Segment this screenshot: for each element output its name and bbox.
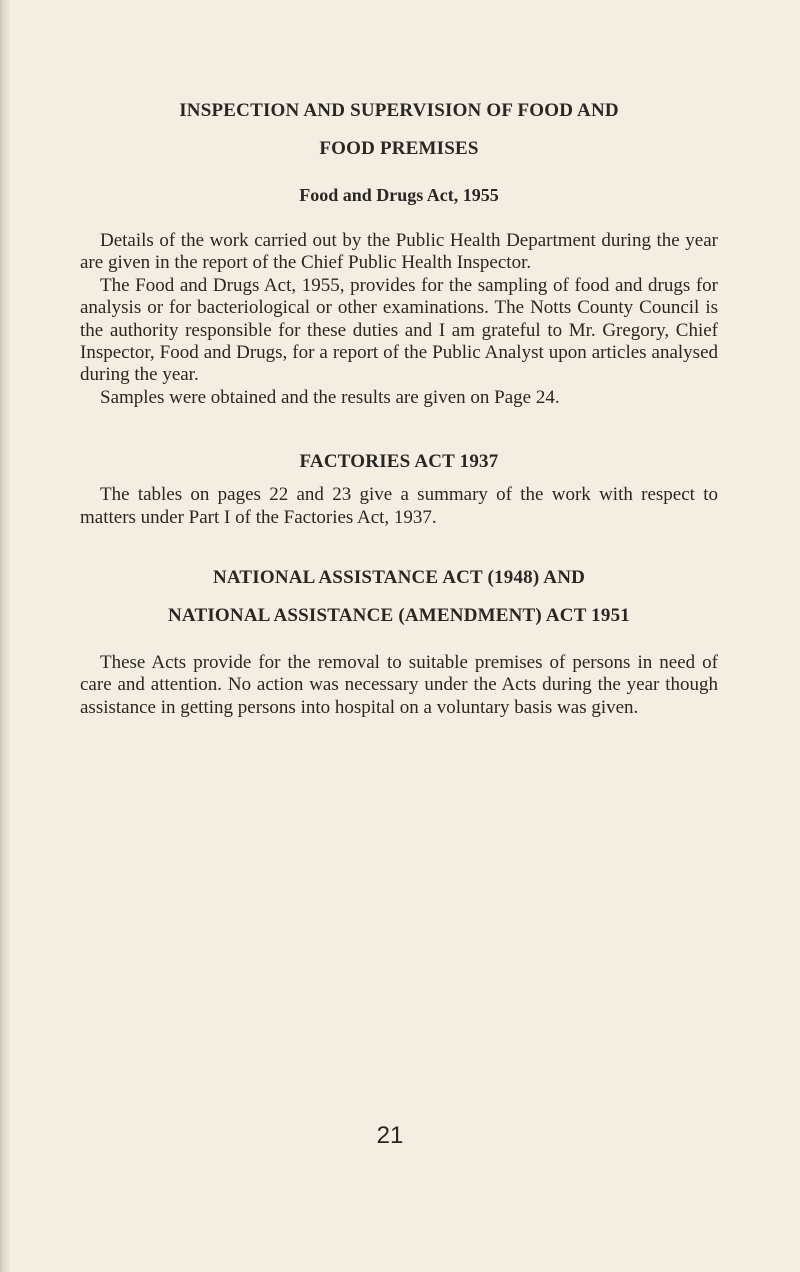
food-premises-section [80,92,718,409]
food-premises-heading-line1: INSPECTION AND SUPERVISION OF FOOD AND [179,100,619,121]
factories-paragraph: The tables on pages 22 and 23 give a summary of the work with respect to matters under Part I of the Factories Act, 1937. [80,484,718,528]
page-number: 21 [376,1122,404,1149]
food-paragraph-3: Samples were obtained and the results are given on Page 24. [100,386,560,408]
factories-act-heading: FACTORIES ACT 1937 [299,451,499,473]
national-assistance-section [80,559,718,719]
food-premises-heading-line2: FOOD PREMISES [319,138,479,159]
factories-act-section [80,443,718,529]
national-assistance-heading-line1: NATIONAL ASSISTANCE ACT (1948) AND [212,567,586,589]
page-edge [0,0,10,1272]
food-drugs-act-subheading: Food and Drugs Act, 1955 [299,185,499,205]
national-assistance-paragraph: These Acts provide for the removal to suitable premises of persons in need of care and attention. No action was necessary under the Acts during the year though assistance in getting persons into hospital on a voluntary basis was given. [80,652,718,718]
national-assistance-heading-line2: NATIONAL ASSISTANCE (AMENDMENT) ACT 1951 [168,605,630,627]
food-paragraph-1: Details of the work carried out by the Public Health Department during the year are given in the report of the Chief Public Health Inspector. [80,230,718,274]
food-paragraph-2: The Food and Drugs Act, 1955, provides for the sampling of food and drugs for analysis or for bacteriological or other examinations. The Notts County Council is the authority responsible for these duties and I am grateful to Mr. Gregory, Chief Inspector, Food and Drugs, for a report of the Public Analyst upon articles analysed during the year. [80,274,718,386]
document-page [80,92,718,719]
